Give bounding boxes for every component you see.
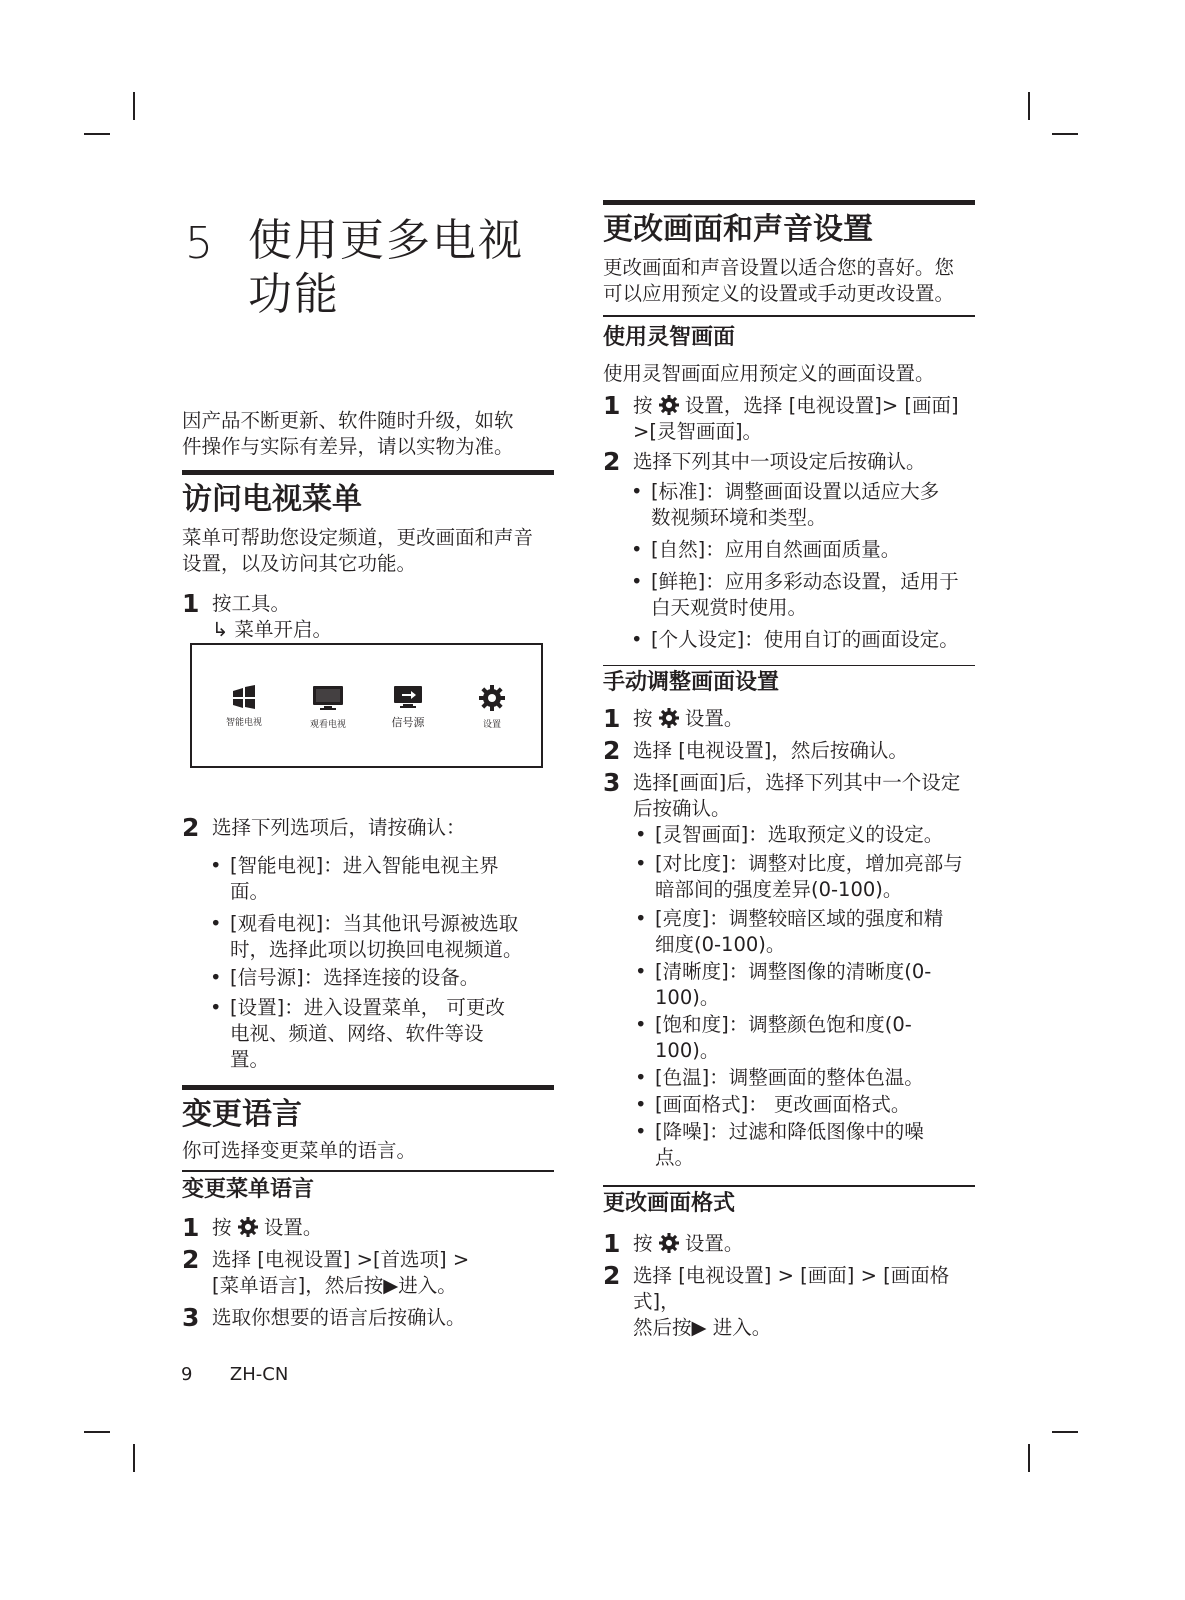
menu-item-smart-tv[interactable] <box>204 685 284 729</box>
step-text: 选择 [电视设置] >[首选项] > <box>212 1247 470 1271</box>
text-line: 面。 <box>230 880 270 903</box>
section-rule <box>603 200 975 205</box>
step-text: 选择下列其中一项设定后按确认。 <box>633 449 926 473</box>
gear-icon <box>659 708 679 728</box>
text-line: 置。 <box>230 1048 270 1071</box>
text-line: 数视频环境和类型。 <box>651 505 827 529</box>
step-text: 设置，选择 [电视设置]> [画面] <box>684 393 959 417</box>
subsection-rule <box>182 1170 554 1172</box>
gear-icon <box>659 1233 679 1253</box>
step-text: 按 <box>633 1231 653 1255</box>
text-line: [观看电视]：当其他讯号源被选取 <box>230 912 519 935</box>
list-item: • [个人设定]：使用自订的画面设定。 <box>631 627 959 651</box>
menu-item-label: 信号源 <box>391 716 425 729</box>
list-item: • [画面格式]： 更改画面格式。 <box>635 1093 911 1116</box>
text-line: 暗部间的强度差异(0-100)。 <box>655 878 903 901</box>
step <box>182 1302 554 1332</box>
text-line: [灵智画面]：选取预定义的设定。 <box>655 823 944 846</box>
step-number: 1 <box>603 704 621 733</box>
step-text: >[灵智画面]。 <box>633 419 763 443</box>
intro-note <box>182 408 554 460</box>
step-text: 设置。 <box>684 707 744 730</box>
menu-item-watch-tv[interactable] <box>288 685 368 731</box>
list-item: • [智能电视]：进入智能电视主界 面。 <box>210 854 499 903</box>
text-line: [标准]：调整画面设置以适应大多 <box>651 479 940 503</box>
step <box>182 815 554 841</box>
list-item: • [灵智画面]：选取预定义的设定。 <box>635 823 944 846</box>
option-list <box>182 853 554 1073</box>
chapter-number: 5 <box>185 218 213 269</box>
section-rule <box>182 1085 554 1090</box>
text-line: [亮度]：调整较暗区域的强度和精 <box>655 907 944 930</box>
list-item: • [鲜艳]：应用多彩动态设置，适用于 白天观赏时使用。 <box>631 569 959 619</box>
text-line: [智能电视]：进入智能电视主界 <box>230 854 499 877</box>
step-text: 设置。 <box>263 1215 323 1239</box>
text-line: [鲜艳]：应用多彩动态设置，适用于 <box>651 569 959 593</box>
list-item: • [标准]：调整画面设置以适应大多 数视频环境和类型。 <box>631 479 940 529</box>
step-text: 选择 [电视设置]，然后按确认。 <box>633 739 908 762</box>
section-heading: 访问电视菜单 <box>182 482 362 517</box>
subsection-heading: 使用灵智画面 <box>603 324 736 350</box>
step <box>603 446 975 476</box>
step-text: 选择下列选项后，请按确认： <box>212 816 466 839</box>
step-text: 按工具。 <box>212 592 291 615</box>
step <box>182 1212 554 1242</box>
step-text: 选取你想要的语言后按确认。 <box>212 1305 466 1329</box>
step <box>603 1228 975 1258</box>
text-line: 白天观赏时使用。 <box>651 595 808 619</box>
text-line: 菜单可帮助您设定频道，更改画面和声音 <box>182 526 534 549</box>
menu-item-label: 智能电视 <box>225 718 262 728</box>
section-desc: 你可选择变更菜单的语言。 <box>182 1139 417 1162</box>
gear-icon <box>479 685 505 711</box>
step <box>182 1244 554 1299</box>
crop-mark <box>1052 133 1078 135</box>
gear-icon <box>238 1217 258 1237</box>
text-line: [信号源]：选择连接的设备。 <box>230 966 480 989</box>
text-line: [色温]：调整画面的整体色温。 <box>655 1066 924 1089</box>
section-rule <box>182 470 554 475</box>
option-list <box>603 479 975 653</box>
right-column <box>603 200 975 1341</box>
menu-item-settings[interactable] <box>452 685 532 731</box>
list-item: • [自然]：应用自然画面质量。 <box>631 537 901 561</box>
step-number: 2 <box>603 446 621 476</box>
step <box>603 706 975 732</box>
subsection-rule <box>603 1185 975 1187</box>
crop-mark <box>84 133 110 135</box>
text-line: 时，选择此项以切换回电视频道。 <box>230 938 523 961</box>
text-line: 电视、频道、网络、软件等设 <box>230 1022 484 1045</box>
list-item: • [色温]：调整画面的整体色温。 <box>635 1066 924 1089</box>
menu-item-label: 观看电视 <box>309 720 346 730</box>
crop-mark <box>1028 92 1030 120</box>
step-text: 按 <box>212 1215 232 1239</box>
menu-illustration <box>190 643 543 768</box>
source-icon <box>393 685 423 709</box>
page-number: 9 <box>181 1364 193 1385</box>
subsection-desc: 使用灵智画面应用预定义的画面设置。 <box>603 361 935 385</box>
step-number: 2 <box>603 1260 621 1290</box>
crop-mark <box>133 1444 135 1472</box>
section-desc <box>603 255 975 307</box>
text-line: [画面格式]： 更改画面格式。 <box>655 1093 911 1116</box>
step-number: 2 <box>182 1244 200 1274</box>
chapter-title <box>248 214 548 322</box>
left-column-lower <box>182 815 554 1331</box>
section-desc <box>182 525 554 577</box>
page-footer <box>181 1364 288 1386</box>
step-text: 设置。 <box>684 1231 744 1255</box>
step-text: 选择[画面]后，选择下列其中一个设定 <box>633 771 961 794</box>
left-column <box>182 408 554 643</box>
step-number: 1 <box>603 1228 621 1258</box>
list-item: • [降噪]：过滤和降低图像中的噪 点。 <box>635 1120 924 1169</box>
section-heading: 变更语言 <box>182 1097 302 1132</box>
step-number: 3 <box>182 1302 200 1332</box>
step-number: 2 <box>182 813 200 842</box>
list-item: • [清晰度]：调整图像的清晰度(0-100)。 <box>635 960 932 1009</box>
list-item: • [亮度]：调整较暗区域的强度和精 细度(0-100)。 <box>635 907 944 956</box>
text-line: [设置]：进入设置菜单， 可更改 <box>230 996 505 1019</box>
gear-icon <box>659 395 679 415</box>
list-item: • [信号源]：选择连接的设备。 <box>210 966 480 989</box>
step-text: 然后按▶ 进入。 <box>633 1315 772 1339</box>
step-number: 1 <box>603 390 621 420</box>
subsection-rule <box>603 315 975 317</box>
crop-mark <box>1052 1431 1078 1433</box>
menu-item-source[interactable] <box>368 685 448 729</box>
option-list <box>603 822 975 1171</box>
crop-mark <box>1028 1444 1030 1472</box>
text-line: [自然]：应用自然画面质量。 <box>651 537 901 561</box>
text-line: 细度(0-100)。 <box>655 933 786 956</box>
step-result: ↳ 菜单开启。 <box>212 618 333 641</box>
step <box>603 1260 975 1341</box>
step-text: 按 <box>633 393 653 417</box>
step-text: [菜单语言]，然后按▶进入。 <box>212 1273 457 1297</box>
list-item: • [设置]：进入设置菜单， 可更改 电视、频道、网络、软件等设 置。 <box>210 996 505 1071</box>
subsection-heading: 手动调整画面设置 <box>603 670 780 695</box>
list-item: • [饱和度]：调整颜色饱和度(0-100)。 <box>635 1013 912 1062</box>
step-text: 按 <box>633 707 653 730</box>
text-line: 点。 <box>655 1146 695 1169</box>
text-line: 更改画面和声音设置以适合您的喜好。您 <box>603 256 955 279</box>
step-text: 选择 [电视设置] > [画面] > [画面格式]， <box>633 1263 950 1313</box>
step <box>603 738 975 764</box>
language-code: ZH-CN <box>229 1364 289 1385</box>
step-number: 1 <box>182 1212 200 1242</box>
tv-icon <box>312 685 344 711</box>
crop-mark <box>84 1431 110 1433</box>
text-line: [饱和度]：调整颜色饱和度(0-100)。 <box>655 1013 912 1062</box>
menu-item-label: 设置 <box>482 720 501 730</box>
step <box>603 770 975 822</box>
text-line: 件操作与实际有差异，请以实物为准。 <box>182 435 514 458</box>
text-line: 因产品不断更新、软件随时升级，如软 <box>182 409 514 432</box>
subsection-heading: 更改画面格式 <box>603 1190 736 1216</box>
text-line: 设置，以及访问其它功能。 <box>182 552 417 575</box>
subsection-heading: 变更菜单语言 <box>182 1176 315 1202</box>
text-line: [个人设定]：使用自订的画面设定。 <box>651 627 959 651</box>
text-line: [降噪]：过滤和降低图像中的噪 <box>655 1120 924 1143</box>
text-line: [清晰度]：调整图像的清晰度(0-100)。 <box>655 960 932 1009</box>
text-line: [对比度]：调整对比度，增加亮部与 <box>655 852 963 875</box>
list-item: • [观看电视]：当其他讯号源被选取 时，选择此项以切换回电视频道。 <box>210 912 523 961</box>
step-number: 2 <box>603 736 621 765</box>
chapter-title-line: 使用更多电视 <box>248 215 524 266</box>
list-item: • [对比度]：调整对比度，增加亮部与 暗部间的强度差异(0-100)。 <box>635 852 963 901</box>
subsection-rule <box>603 665 975 667</box>
section-heading: 更改画面和声音设置 <box>603 212 873 247</box>
step-text: 后按确认。 <box>633 797 731 820</box>
smart-tv-icon <box>231 685 257 709</box>
crop-mark <box>133 92 135 120</box>
step <box>182 591 554 643</box>
text-line: 可以应用预定义的设置或手动更改设置。 <box>603 282 955 305</box>
chapter-title-line: 功能 <box>248 269 340 320</box>
step-number: 3 <box>603 768 621 797</box>
step-number: 1 <box>182 589 200 618</box>
step <box>603 390 975 445</box>
